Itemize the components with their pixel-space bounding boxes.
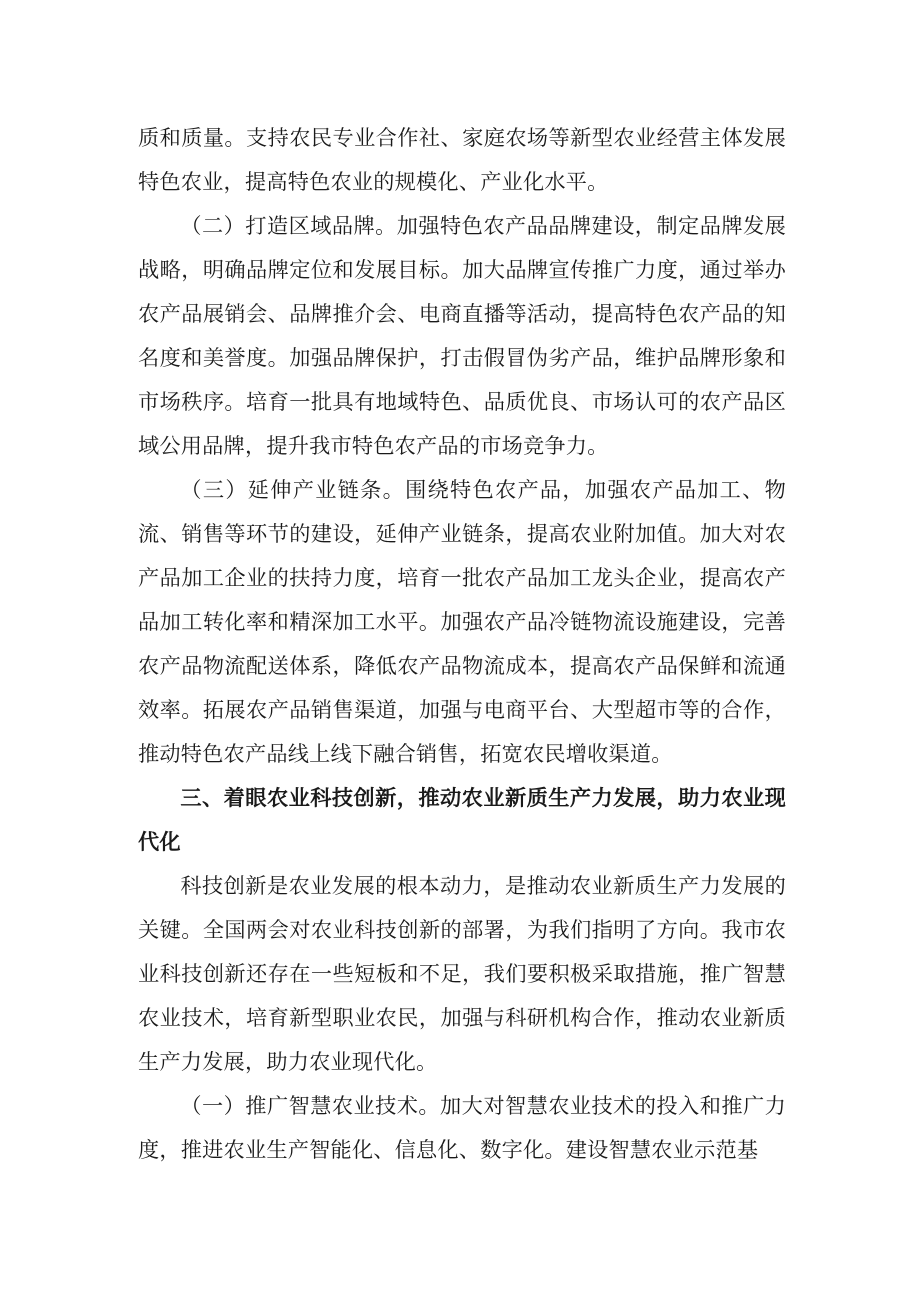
paragraph-continued: 质和质量。支持农民专业合作社、家庭农场等新型农业经营主体发展特色农业，提高特色农业的规模化、产业化水平。 bbox=[138, 125, 786, 194]
paragraph-tech-innovation: 科技创新是农业发展的根本动力，是推动农业新质生产力发展的关键。全国两会对农业科技创新的部署，为我们指明了方向。我市农业科技创新还存在一些短板和不足，我们要积极采取措施，推广智慧农业技术，培育新型职业农民，加强与科研机构合作，推动农业新质生产力发展，助力农业现代化。 bbox=[138, 873, 786, 1074]
section-heading: 三、着眼农业科技创新，推动农业新质生产力发展，助力农业现代化 bbox=[138, 785, 786, 854]
document-page bbox=[138, 116, 786, 1172]
paragraph-smart-agriculture: （一）推广智慧农业技术。加大对智慧农业技术的投入和推广力度，推进农业生产智能化、信息化、数字化。建设智慧农业示范基 bbox=[138, 1093, 786, 1162]
paragraph-industry-chain: （三）延伸产业链条。围绕特色农产品，加强农产品加工、物流、销售等环节的建设，延伸产业链条，提高农业附加值。加大对农产品加工企业的扶持力度，培育一批农产品加工龙头企业，提高农产品加工转化率和精深加工水平。加强农产品冷链物流设施建设，完善农产品物流配送体系，降低农产品物流成本，提高农产品保鲜和流通效率。拓展农产品销售渠道，加强与电商平台、大型超市等的合作，推动特色农产品线上线下融合销售，拓宽农民增收渠道。 bbox=[138, 477, 786, 766]
paragraph-regional-brand: （二）打造区域品牌。加强特色农产品品牌建设，制定品牌发展战略，明确品牌定位和发展目标。加大品牌宣传推广力度，通过举办农产品展销会、品牌推介会、电商直播等活动，提高特色农产品的知名度和美誉度。加强品牌保护，打击假冒伪劣产品，维护品牌形象和市场秩序。培育一批具有地域特色、品质优良、市场认可的农产品区域公用品牌，提升我市特色农产品的市场竞争力。 bbox=[138, 213, 786, 458]
